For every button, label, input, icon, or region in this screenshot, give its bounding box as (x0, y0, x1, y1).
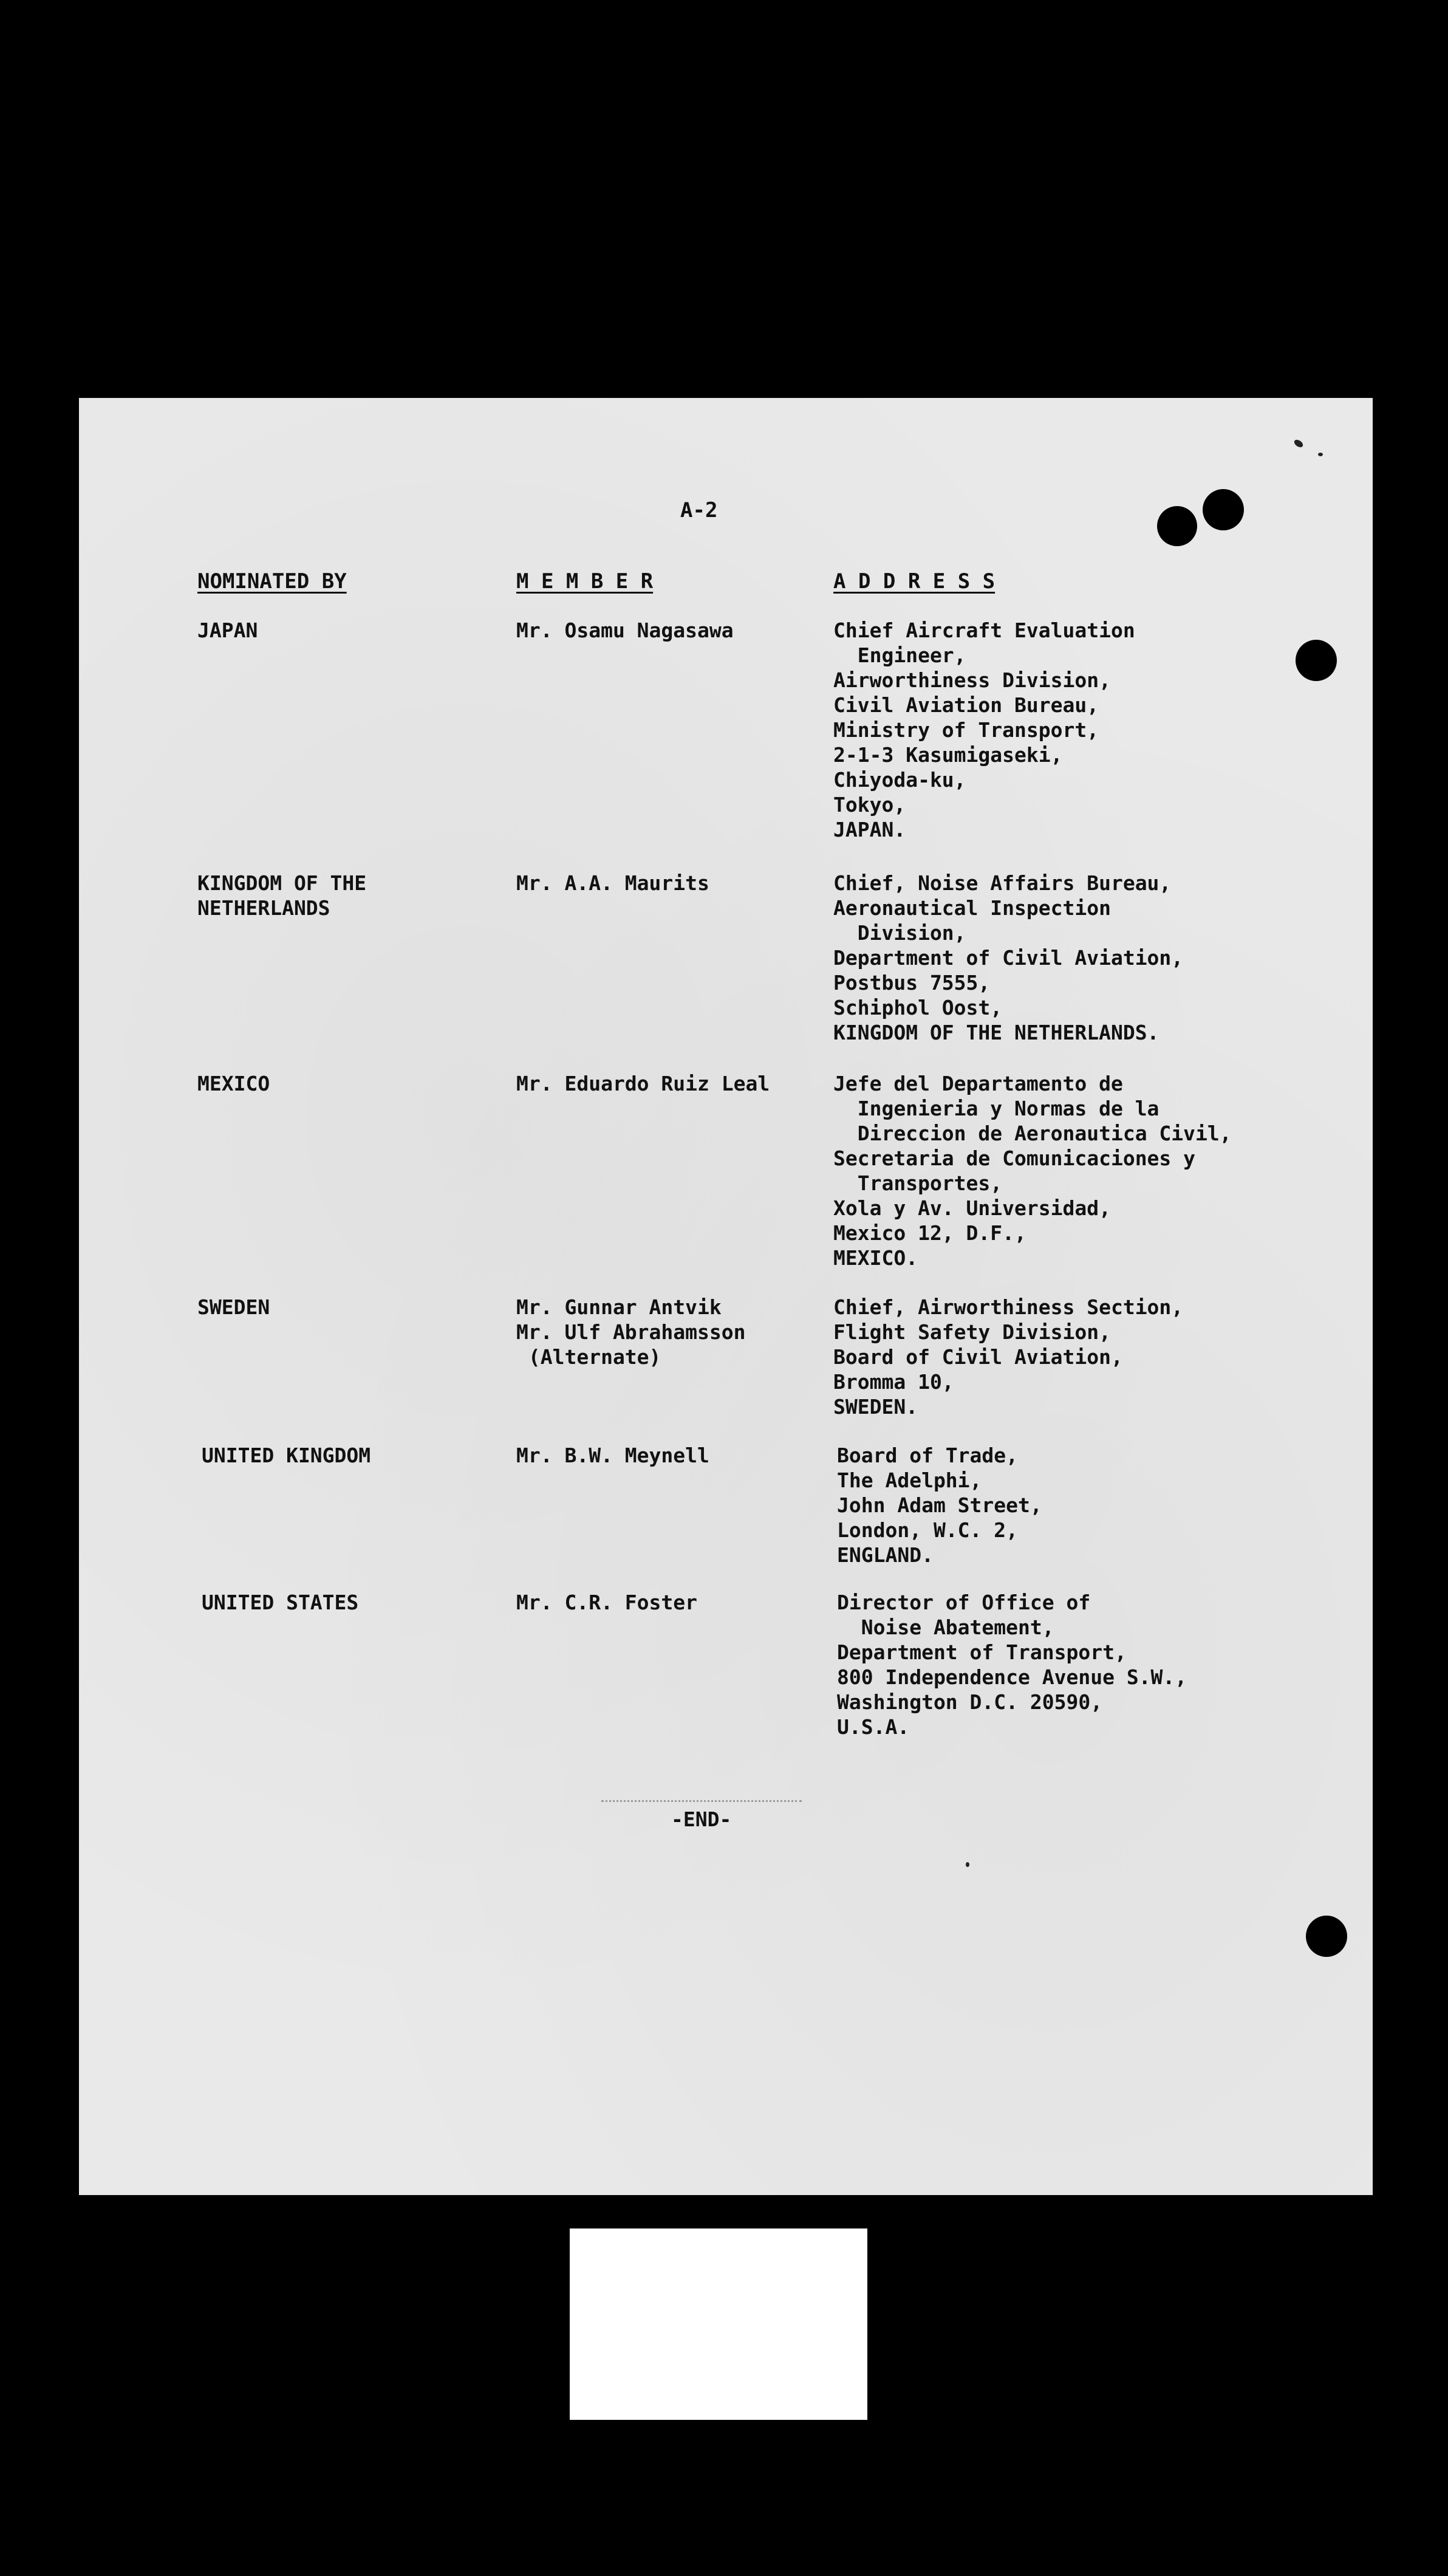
blank-white-card (570, 2228, 867, 2420)
member-name: Mr. B.W. Meynell (516, 1444, 709, 1467)
member-address: Director of Office of Noise Abatement, Department of Transport, 800 Independence Avenue S.W., Washington D.C. 20590, U.S.A. (837, 1591, 1187, 1739)
member-address: Chief, Airworthiness Section, Flight Safety Division, Board of Civil Aviation, Bromma 10, SWEDEN. (833, 1295, 1184, 1419)
paper-speck (1293, 438, 1305, 448)
nominator-name: MEXICO (197, 1072, 270, 1095)
document-page (79, 398, 1373, 2195)
column-header-nominated-by: NOMINATED BY (197, 569, 347, 594)
column-header-member: M E M B E R (516, 569, 654, 594)
nominator-name: KINGDOM OF THE NETHERLANDS (197, 871, 367, 920)
member-name: Mr. Eduardo Ruiz Leal (516, 1072, 770, 1095)
nominator-name: UNITED STATES (202, 1591, 359, 1614)
paper-speck (966, 1862, 969, 1867)
member-name: Mr. A.A. Maurits (516, 871, 709, 895)
punch-hole-upper (1296, 640, 1337, 681)
end-dotted-line (601, 1800, 802, 1804)
punch-hole-top-right (1203, 489, 1244, 530)
punch-hole-lower (1306, 1916, 1347, 1957)
nominator-name: JAPAN (197, 618, 258, 642)
member-address: Chief, Noise Affairs Bureau, Aeronautical Inspection Division, Department of Civil Aviation, Postbus 7555, Schiphol Oost, KINGDOM OF THE NETHERLANDS. (833, 871, 1184, 1044)
nominator-name: UNITED KINGDOM (202, 1444, 371, 1467)
column-header-address: A D D R E S S (833, 569, 995, 594)
member-name: Mr. Gunnar Antvik Mr. Ulf Abrahamsson (Alternate) (516, 1295, 746, 1369)
end-marker: -END- (671, 1807, 732, 1831)
member-address: Chief Aircraft Evaluation Engineer, Airworthiness Division, Civil Aviation Bureau, Ministry of Transport, 2-1-3 Kasumigaseki, Chiyoda-ku, Tokyo, JAPAN. (833, 618, 1135, 841)
member-address: Jefe del Departamento de Ingenieria y Normas de la Direccion de Aeronautica Civil, Secretaria de Comunicaciones y Transportes, Xola y Av. Universidad, Mexico 12, D.F., MEXICO. (833, 1072, 1232, 1270)
member-name: Mr. Osamu Nagasawa (516, 618, 734, 642)
nominator-name: SWEDEN (197, 1295, 270, 1319)
paper-speck (1318, 453, 1323, 456)
member-name: Mr. C.R. Foster (516, 1591, 698, 1614)
page-number: A-2 (680, 498, 718, 522)
member-address: Board of Trade, The Adelphi, John Adam Street, London, W.C. 2, ENGLAND. (837, 1444, 1042, 1567)
punch-hole-top-left (1157, 506, 1197, 546)
